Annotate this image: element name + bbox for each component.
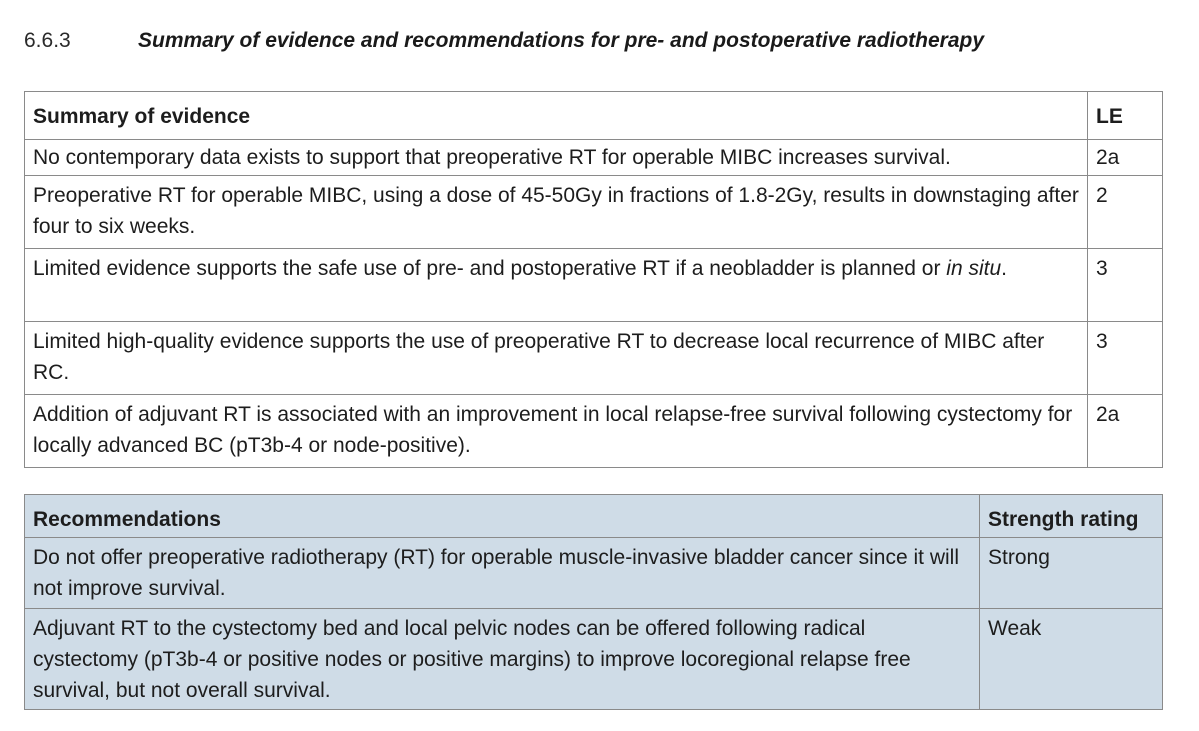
evidence-le: 2 — [1088, 176, 1163, 249]
evidence-le: 3 — [1088, 322, 1163, 395]
section-heading — [24, 26, 984, 56]
strength-header: Strength rating — [980, 495, 1163, 538]
strength-rating: Strong — [980, 538, 1163, 609]
table-row — [25, 249, 1163, 322]
evidence-text-main: Limited evidence supports the safe use of pre- and postoperative RT if a neobladder is planned or — [33, 257, 947, 280]
evidence-header-row — [25, 92, 1163, 140]
evidence-text-end: . — [1001, 257, 1007, 280]
strength-rating: Weak — [980, 609, 1163, 710]
evidence-text: No contemporary data exists to support that preoperative RT for operable MIBC increases survival. — [25, 140, 1088, 176]
evidence-text: Preoperative RT for operable MIBC, using a dose of 45-50Gy in fractions of 1.8-2Gy, results in downstaging after four to six weeks. — [25, 176, 1088, 249]
evidence-text: Addition of adjuvant RT is associated with an improvement in local relapse-free survival following cystectomy for locally advanced BC (pT3b-4 or node-positive). — [25, 395, 1088, 468]
table-row — [25, 538, 1163, 609]
evidence-le: 2a — [1088, 395, 1163, 468]
recommendations-header: Recommendations — [25, 495, 980, 538]
table-row — [25, 609, 1163, 710]
recommendation-text: Do not offer preoperative radiotherapy (RT) for operable muscle-invasive bladder cancer since it will not improve survival. — [25, 538, 980, 609]
recommendations-table — [24, 494, 1163, 710]
evidence-le: 3 — [1088, 249, 1163, 322]
recommendation-text: Adjuvant RT to the cystectomy bed and local pelvic nodes can be offered following radical cystectomy (pT3b-4 or positive nodes or positive margins) to improve locoregional relapse free survival, but not overall survival. — [25, 609, 980, 710]
evidence-header-summary: Summary of evidence — [25, 92, 1088, 140]
evidence-le: 2a — [1088, 140, 1163, 176]
evidence-table — [24, 91, 1163, 468]
recommendations-header-row — [25, 495, 1163, 538]
evidence-text-italic: in situ — [946, 257, 1002, 280]
section-number: 6.6.3 — [24, 29, 71, 52]
evidence-text — [25, 249, 1088, 322]
evidence-header-le: LE — [1088, 92, 1163, 140]
table-row — [25, 395, 1163, 468]
section-title: Summary of evidence and recommendations for pre- and postoperative radiotherapy — [138, 29, 985, 52]
evidence-text: Limited high-quality evidence supports the use of preoperative RT to decrease local recurrence of MIBC after RC. — [25, 322, 1088, 395]
table-row — [25, 322, 1163, 395]
table-row — [25, 176, 1163, 249]
table-row — [25, 140, 1163, 176]
